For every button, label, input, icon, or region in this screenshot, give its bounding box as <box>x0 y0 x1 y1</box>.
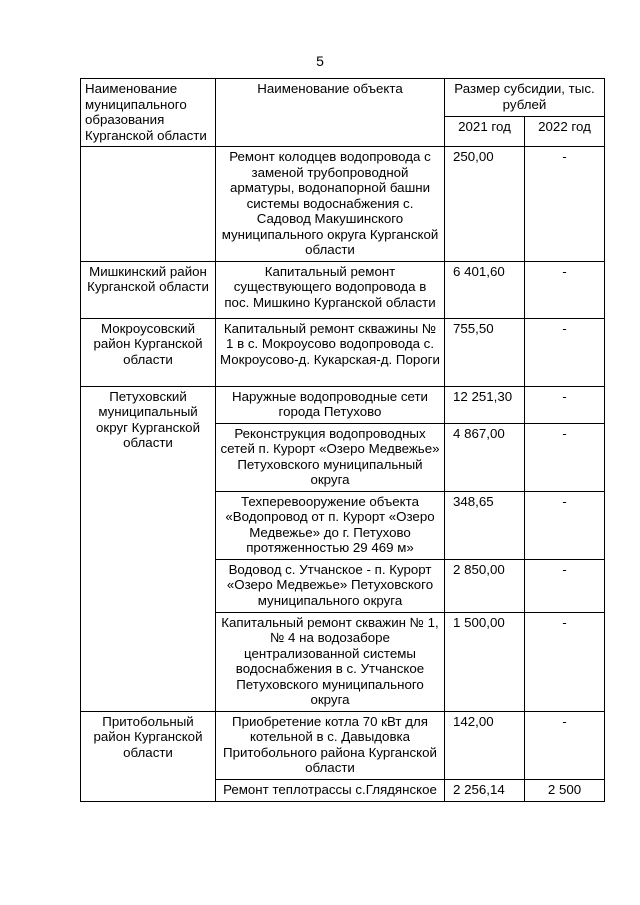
value-2022: - <box>525 261 605 318</box>
value-2022: 2 500 <box>525 779 605 801</box>
value-2021: 348,65 <box>445 491 525 559</box>
object-cell: Капитальный ремонт скважины № 1 в с. Мокроусово водопровода с. Мокроусово-д. Кукарская-д. Пороги <box>216 318 445 386</box>
value-2022: - <box>525 386 605 423</box>
object-cell: Наружные водопроводные сети города Петухово <box>216 386 445 423</box>
object-cell: Реконструкция водопроводных сетей п. Курорт «Озеро Медвежье» Петуховского муниципальный округа <box>216 423 445 491</box>
value-2021: 142,00 <box>445 711 525 779</box>
object-cell: Водовод с. Утчанское - п. Курорт «Озеро Медвежье» Петуховского муниципального округа <box>216 559 445 612</box>
object-cell: Техперевооружение объекта «Водопровод от п. Курорт «Озеро Медвежье» до г. Петухово протяженностью 29 469 м» <box>216 491 445 559</box>
municipality-cell <box>81 147 216 262</box>
object-cell: Капитальный ремонт существующего водопровода в пос. Мишкино Курганской области <box>216 261 445 318</box>
municipality-cell: Петуховский муниципальный округ Курганской области <box>81 386 216 711</box>
object-cell: Приобретение котла 70 кВт для котельной в с. Давыдовка Притобольного района Курганской области <box>216 711 445 779</box>
table-row <box>81 711 605 779</box>
value-2022: - <box>525 612 605 711</box>
table-row <box>81 318 605 386</box>
header-row <box>81 79 605 117</box>
header-year-2021: 2021 год <box>445 117 525 147</box>
value-2021: 250,00 <box>445 147 525 262</box>
value-2021: 2 256,14 <box>445 779 525 801</box>
value-2022: - <box>525 711 605 779</box>
header-year-2022: 2022 год <box>525 117 605 147</box>
value-2021: 4 867,00 <box>445 423 525 491</box>
table-row <box>81 261 605 318</box>
header-object: Наименование объекта <box>216 79 445 147</box>
value-2021: 1 500,00 <box>445 612 525 711</box>
header-municipality: Наименование муниципального образования Курганской области <box>81 79 216 147</box>
page-number: 5 <box>316 53 324 69</box>
municipality-cell: Мишкинский район Курганской области <box>81 261 216 318</box>
value-2021: 6 401,60 <box>445 261 525 318</box>
value-2021: 755,50 <box>445 318 525 386</box>
object-cell: Ремонт колодцев водопровода с заменой трубопроводной арматуры, водонапорной башни системы водоснабжения с. Садовод Макушинского муниципального округа Курганской области <box>216 147 445 262</box>
value-2021: 12 251,30 <box>445 386 525 423</box>
value-2021: 2 850,00 <box>445 559 525 612</box>
value-2022: - <box>525 491 605 559</box>
table-row <box>81 147 605 262</box>
object-cell: Ремонт теплотрассы с.Глядянское <box>216 779 445 801</box>
municipality-cell: Мокроусовский район Курганской области <box>81 318 216 386</box>
municipality-cell: Притобольный район Курганской области <box>81 711 216 801</box>
table-row <box>81 386 605 423</box>
value-2022: - <box>525 318 605 386</box>
object-cell: Капитальный ремонт скважин № 1, № 4 на водозаборе централизованной системы водоснабжения в с. Утчанское Петуховского муниципального округа <box>216 612 445 711</box>
header-subsidy: Размер субсидии, тыс. рублей <box>445 79 605 117</box>
value-2022: - <box>525 423 605 491</box>
value-2022: - <box>525 559 605 612</box>
subsidy-table <box>80 78 605 802</box>
value-2022: - <box>525 147 605 262</box>
